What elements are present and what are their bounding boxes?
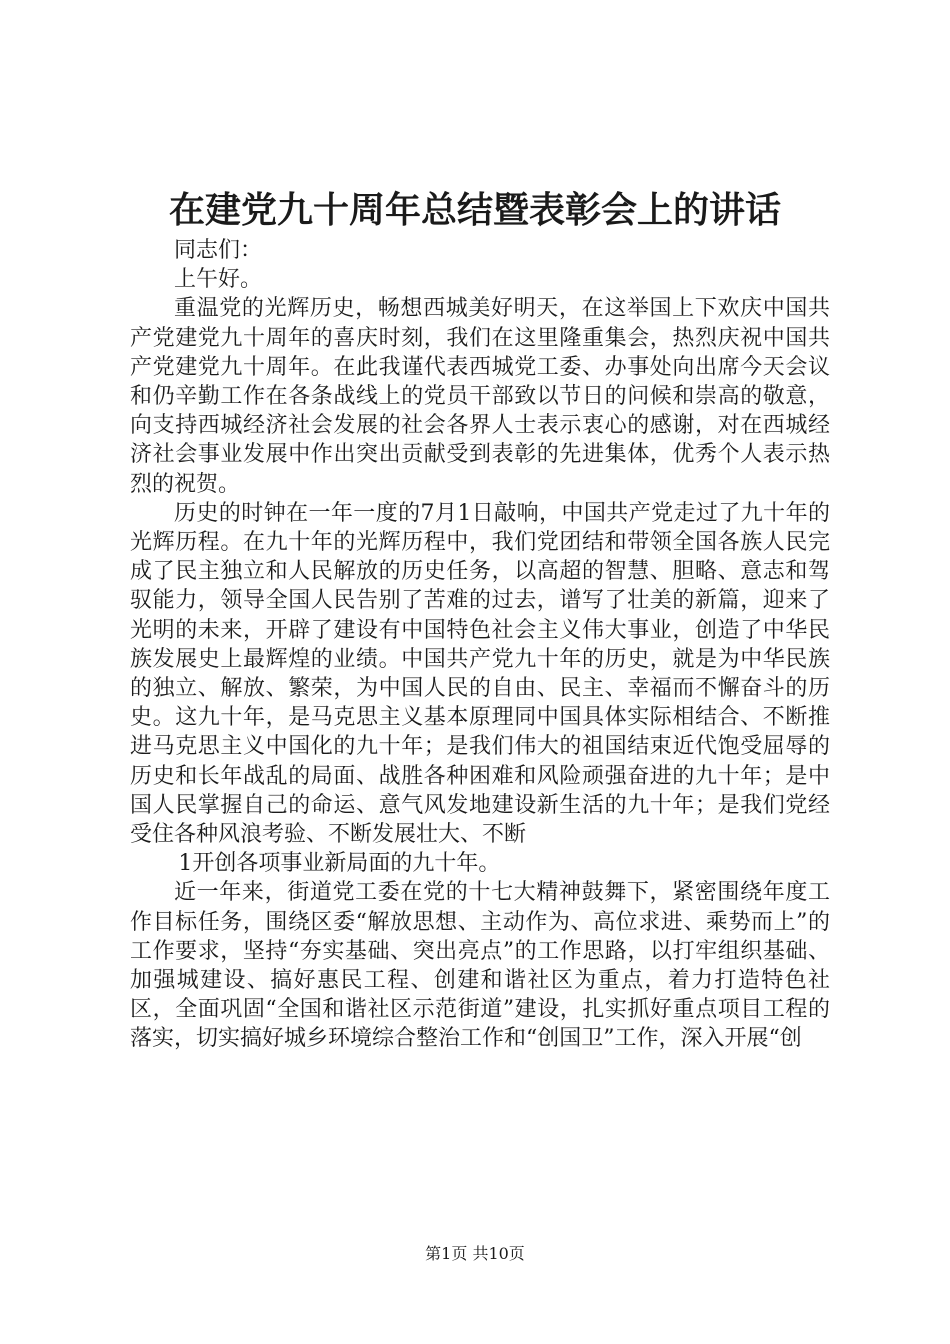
page-footer: 第1页 共10页: [425, 1244, 525, 1263]
salutation: 同志们：: [174, 238, 263, 263]
document-title: 在建党九十周年总结暨表彰会上的讲话: [168, 189, 781, 231]
paragraph-work-review: 近一年来，街道党工委在党的十七大精神鼓舞下，紧密围绕年度工作目标任务，围绕区委“解放思想、主动作为、高位求进、乘势而上”的工作要求，坚持“夯实基础、突出亮点”的工作思路，以打牢组织基础、加强城建设、搞好惠民工程、创建和谐社区为重点，着力打造特色社区，全面巩固“全国和谐社区示范街道”建设，扎实抓好重点项目工程的落实，切实搞好城乡环境综合整治工作和“创国卫”工作，深入开展“创: [130, 880, 830, 1052]
greeting: 上午好。: [174, 267, 263, 293]
paragraph-continuation: 1开创各项事业新局面的九十年。: [178, 851, 501, 877]
paragraph-celebration: 重温党的光辉历史，畅想西城美好明天，在这举国上下欢庆中国共产党建党九十周年的喜庆时刻，我们在这里隆重集会，热烈庆祝中国共产党建党九十周年。在此我谨代表西城党工委、办事处向出席今天会议和仍辛勤工作在各条战线上的党员干部致以节日的问候和崇高的敬意，向支持西城经济社会发展的社会各界人士表示衷心的感谢，对在西城经济社会事业发展中作出突出贡献受到表彰的先进集体，优秀个人表示热烈的祝贺。: [130, 296, 830, 497]
document-body: [130, 236, 830, 1054]
paragraph-history: 历史的时钟在一年一度的7月1日敲响，中国共产党走过了九十年的光辉历程。在九十年的光辉历程中，我们党团结和带领全国各族人民完成了民主独立和人民解放的历史任务，以高超的智慧、胆略、意志和驾驭能力，领导全国人民告别了苦难的过去，谱写了壮美的新篇，迎来了光明的未来，开辟了建设有中国特色社会主义伟大事业，创造了中华民族发展史上最辉煌的业绩。中国共产党九十年的历史，就是为中华民族的独立、解放、繁荣，为中国人民的自由、民主、幸福而不懈奋斗的历史。这九十年，是马克思主义基本原理同中国具体实际相结合、不断推进马克思主义中国化的九十年；是我们伟大的祖国结束近代饱受屈辱的历史和长年战乱的局面、战胜各种困难和风险顽强奋进的九十年；是中国人民掌握自己的命运、意气风发地建设新生活的九十年；是我们党经受住各种风浪考验、不断发展壮大、不断: [130, 500, 830, 848]
